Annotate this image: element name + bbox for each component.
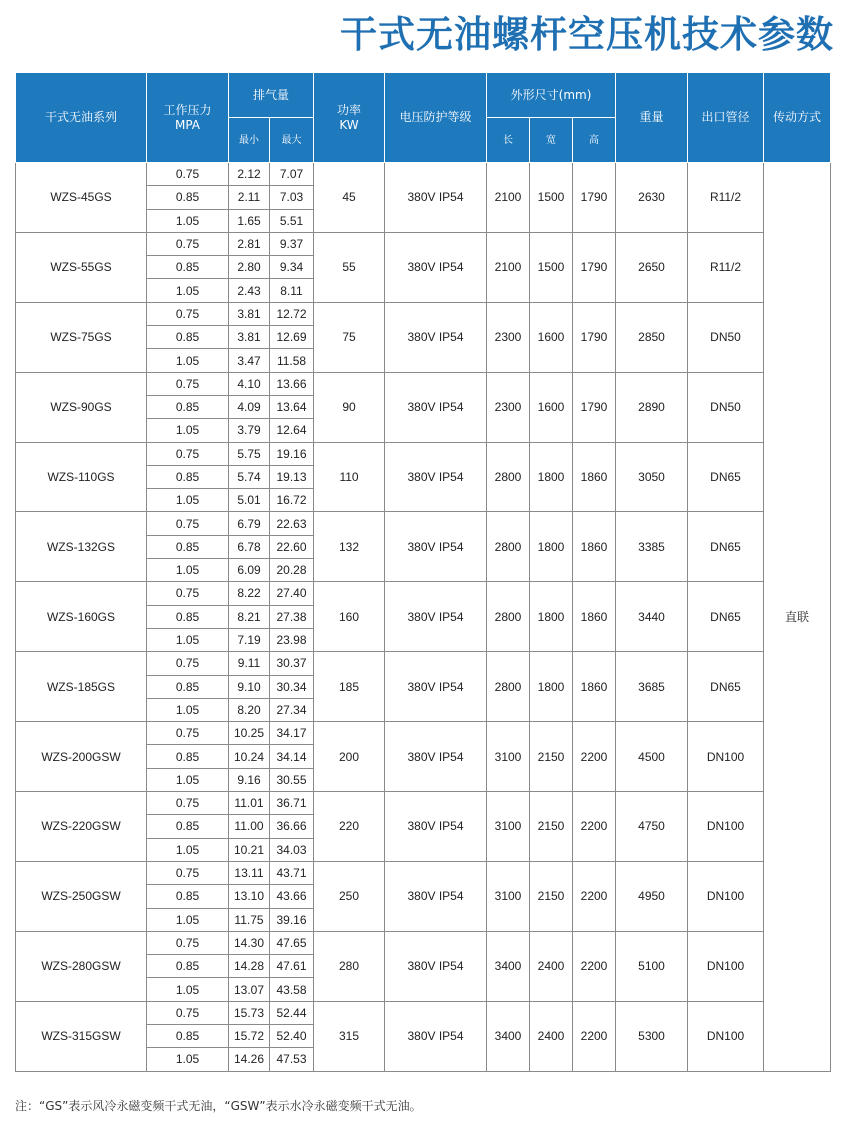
air-max-cell: 34.03 bbox=[270, 838, 314, 861]
pressure-cell: 0.75 bbox=[147, 163, 229, 186]
air-min-cell: 3.79 bbox=[229, 419, 270, 442]
power-cell: 45 bbox=[314, 163, 385, 233]
length-cell: 2800 bbox=[487, 582, 530, 652]
air-max-cell: 9.34 bbox=[270, 256, 314, 279]
pressure-cell: 0.75 bbox=[147, 372, 229, 395]
air-max-cell: 22.60 bbox=[270, 535, 314, 558]
air-max-cell: 27.40 bbox=[270, 582, 314, 605]
weight-cell: 2630 bbox=[616, 163, 688, 233]
table-row bbox=[16, 582, 831, 605]
outlet-cell: R11/2 bbox=[688, 163, 764, 233]
power-cell: 75 bbox=[314, 302, 385, 372]
height-cell: 2200 bbox=[573, 1001, 616, 1071]
height-cell: 1790 bbox=[573, 163, 616, 233]
power-cell: 90 bbox=[314, 372, 385, 442]
pressure-cell: 0.85 bbox=[147, 186, 229, 209]
model-cell: WZS-280GSW bbox=[16, 931, 147, 1001]
air-min-cell: 11.01 bbox=[229, 792, 270, 815]
length-cell: 3100 bbox=[487, 861, 530, 931]
air-max-cell: 52.44 bbox=[270, 1001, 314, 1024]
length-cell: 3400 bbox=[487, 931, 530, 1001]
power-cell: 160 bbox=[314, 582, 385, 652]
pressure-cell: 1.05 bbox=[147, 698, 229, 721]
pressure-cell: 0.75 bbox=[147, 652, 229, 675]
voltage-cell: 380V IP54 bbox=[385, 442, 487, 512]
header-air-min: 最小 bbox=[229, 118, 270, 163]
air-max-cell: 8.11 bbox=[270, 279, 314, 302]
width-cell: 1800 bbox=[530, 652, 573, 722]
outlet-cell: DN50 bbox=[688, 302, 764, 372]
outlet-cell: DN50 bbox=[688, 372, 764, 442]
air-max-cell: 43.66 bbox=[270, 885, 314, 908]
header-series: 干式无油系列 bbox=[16, 73, 147, 163]
air-min-cell: 1.65 bbox=[229, 209, 270, 232]
air-min-cell: 2.81 bbox=[229, 232, 270, 255]
pressure-cell: 1.05 bbox=[147, 559, 229, 582]
air-max-cell: 11.58 bbox=[270, 349, 314, 372]
air-min-cell: 14.30 bbox=[229, 931, 270, 954]
power-cell: 55 bbox=[314, 232, 385, 302]
pressure-cell: 0.75 bbox=[147, 931, 229, 954]
table-row bbox=[16, 792, 831, 815]
voltage-cell: 380V IP54 bbox=[385, 1001, 487, 1071]
air-min-cell: 3.47 bbox=[229, 349, 270, 372]
air-max-cell: 47.65 bbox=[270, 931, 314, 954]
height-cell: 1860 bbox=[573, 512, 616, 582]
pressure-cell: 0.75 bbox=[147, 722, 229, 745]
header-pressure: 工作压力 MPA bbox=[147, 73, 229, 163]
air-max-cell: 19.13 bbox=[270, 465, 314, 488]
weight-cell: 3050 bbox=[616, 442, 688, 512]
header-len: 长 bbox=[487, 118, 530, 163]
width-cell: 1500 bbox=[530, 163, 573, 233]
voltage-cell: 380V IP54 bbox=[385, 861, 487, 931]
power-cell: 132 bbox=[314, 512, 385, 582]
weight-cell: 5100 bbox=[616, 931, 688, 1001]
voltage-cell: 380V IP54 bbox=[385, 232, 487, 302]
outlet-cell: DN100 bbox=[688, 722, 764, 792]
pressure-cell: 1.05 bbox=[147, 908, 229, 931]
drive-cell: 直联 bbox=[764, 163, 831, 1072]
pressure-cell: 1.05 bbox=[147, 628, 229, 651]
header-wid: 宽 bbox=[530, 118, 573, 163]
weight-cell: 2850 bbox=[616, 302, 688, 372]
table-row bbox=[16, 372, 831, 395]
outlet-cell: DN100 bbox=[688, 931, 764, 1001]
air-max-cell: 34.14 bbox=[270, 745, 314, 768]
length-cell: 2300 bbox=[487, 302, 530, 372]
length-cell: 2100 bbox=[487, 232, 530, 302]
header-power: 功率 KW bbox=[314, 73, 385, 163]
air-min-cell: 10.25 bbox=[229, 722, 270, 745]
width-cell: 1800 bbox=[530, 442, 573, 512]
weight-cell: 4950 bbox=[616, 861, 688, 931]
air-max-cell: 12.69 bbox=[270, 326, 314, 349]
length-cell: 3100 bbox=[487, 792, 530, 862]
pressure-cell: 1.05 bbox=[147, 209, 229, 232]
height-cell: 1860 bbox=[573, 652, 616, 722]
air-min-cell: 15.73 bbox=[229, 1001, 270, 1024]
table-row bbox=[16, 722, 831, 745]
power-cell: 315 bbox=[314, 1001, 385, 1071]
table-row bbox=[16, 302, 831, 325]
model-cell: WZS-75GS bbox=[16, 302, 147, 372]
air-min-cell: 9.11 bbox=[229, 652, 270, 675]
header-dims: 外形尺寸(mm) bbox=[487, 73, 616, 118]
height-cell: 1790 bbox=[573, 302, 616, 372]
air-min-cell: 2.11 bbox=[229, 186, 270, 209]
header-weight: 重量 bbox=[616, 73, 688, 163]
air-max-cell: 5.51 bbox=[270, 209, 314, 232]
air-min-cell: 13.07 bbox=[229, 978, 270, 1001]
header-drive: 传动方式 bbox=[764, 73, 831, 163]
air-max-cell: 30.34 bbox=[270, 675, 314, 698]
air-max-cell: 23.98 bbox=[270, 628, 314, 651]
length-cell: 2800 bbox=[487, 512, 530, 582]
pressure-cell: 1.05 bbox=[147, 768, 229, 791]
model-cell: WZS-110GS bbox=[16, 442, 147, 512]
pressure-cell: 0.75 bbox=[147, 582, 229, 605]
air-min-cell: 10.21 bbox=[229, 838, 270, 861]
voltage-cell: 380V IP54 bbox=[385, 512, 487, 582]
air-min-cell: 4.10 bbox=[229, 372, 270, 395]
voltage-cell: 380V IP54 bbox=[385, 163, 487, 233]
pressure-cell: 0.75 bbox=[147, 442, 229, 465]
pressure-cell: 0.85 bbox=[147, 885, 229, 908]
pressure-cell: 0.75 bbox=[147, 1001, 229, 1024]
width-cell: 1600 bbox=[530, 302, 573, 372]
pressure-cell: 0.85 bbox=[147, 605, 229, 628]
width-cell: 2400 bbox=[530, 1001, 573, 1071]
voltage-cell: 380V IP54 bbox=[385, 652, 487, 722]
pressure-cell: 0.85 bbox=[147, 745, 229, 768]
height-cell: 1790 bbox=[573, 372, 616, 442]
weight-cell: 3685 bbox=[616, 652, 688, 722]
outlet-cell: DN100 bbox=[688, 861, 764, 931]
model-cell: WZS-55GS bbox=[16, 232, 147, 302]
air-max-cell: 22.63 bbox=[270, 512, 314, 535]
width-cell: 2150 bbox=[530, 722, 573, 792]
air-max-cell: 47.61 bbox=[270, 955, 314, 978]
air-max-cell: 12.64 bbox=[270, 419, 314, 442]
width-cell: 2150 bbox=[530, 792, 573, 862]
header-voltage: 电压防护等级 bbox=[385, 73, 487, 163]
outlet-cell: DN65 bbox=[688, 442, 764, 512]
air-min-cell: 8.20 bbox=[229, 698, 270, 721]
model-cell: WZS-132GS bbox=[16, 512, 147, 582]
air-min-cell: 2.43 bbox=[229, 279, 270, 302]
air-min-cell: 3.81 bbox=[229, 326, 270, 349]
pressure-cell: 1.05 bbox=[147, 349, 229, 372]
outlet-cell: DN100 bbox=[688, 1001, 764, 1071]
length-cell: 2100 bbox=[487, 163, 530, 233]
pressure-cell: 0.85 bbox=[147, 395, 229, 418]
model-cell: WZS-220GSW bbox=[16, 792, 147, 862]
air-max-cell: 47.53 bbox=[270, 1048, 314, 1071]
air-min-cell: 5.75 bbox=[229, 442, 270, 465]
air-min-cell: 6.78 bbox=[229, 535, 270, 558]
air-min-cell: 10.24 bbox=[229, 745, 270, 768]
pressure-cell: 0.85 bbox=[147, 256, 229, 279]
length-cell: 2800 bbox=[487, 442, 530, 512]
voltage-cell: 380V IP54 bbox=[385, 582, 487, 652]
power-cell: 110 bbox=[314, 442, 385, 512]
outlet-cell: R11/2 bbox=[688, 232, 764, 302]
model-cell: WZS-90GS bbox=[16, 372, 147, 442]
voltage-cell: 380V IP54 bbox=[385, 931, 487, 1001]
pressure-cell: 1.05 bbox=[147, 489, 229, 512]
weight-cell: 2890 bbox=[616, 372, 688, 442]
air-min-cell: 13.11 bbox=[229, 861, 270, 884]
header-hei: 高 bbox=[573, 118, 616, 163]
pressure-cell: 1.05 bbox=[147, 838, 229, 861]
air-min-cell: 8.22 bbox=[229, 582, 270, 605]
length-cell: 2300 bbox=[487, 372, 530, 442]
air-max-cell: 27.38 bbox=[270, 605, 314, 628]
air-max-cell: 39.16 bbox=[270, 908, 314, 931]
air-min-cell: 9.10 bbox=[229, 675, 270, 698]
air-min-cell: 4.09 bbox=[229, 395, 270, 418]
table-row bbox=[16, 512, 831, 535]
pressure-cell: 1.05 bbox=[147, 978, 229, 1001]
air-max-cell: 12.72 bbox=[270, 302, 314, 325]
air-max-cell: 13.64 bbox=[270, 395, 314, 418]
air-max-cell: 20.28 bbox=[270, 559, 314, 582]
pressure-cell: 0.75 bbox=[147, 232, 229, 255]
header-air: 排气量 bbox=[229, 73, 314, 118]
air-min-cell: 2.12 bbox=[229, 163, 270, 186]
weight-cell: 5300 bbox=[616, 1001, 688, 1071]
header-outlet: 出口管径 bbox=[688, 73, 764, 163]
air-min-cell: 3.81 bbox=[229, 302, 270, 325]
model-cell: WZS-250GSW bbox=[16, 861, 147, 931]
power-cell: 185 bbox=[314, 652, 385, 722]
pressure-cell: 0.85 bbox=[147, 815, 229, 838]
pressure-cell: 0.85 bbox=[147, 535, 229, 558]
pressure-cell: 0.75 bbox=[147, 512, 229, 535]
model-cell: WZS-160GS bbox=[16, 582, 147, 652]
length-cell: 2800 bbox=[487, 652, 530, 722]
air-max-cell: 36.66 bbox=[270, 815, 314, 838]
air-min-cell: 11.00 bbox=[229, 815, 270, 838]
pressure-cell: 0.75 bbox=[147, 792, 229, 815]
air-max-cell: 27.34 bbox=[270, 698, 314, 721]
outlet-cell: DN100 bbox=[688, 792, 764, 862]
air-max-cell: 43.58 bbox=[270, 978, 314, 1001]
outlet-cell: DN65 bbox=[688, 652, 764, 722]
pressure-cell: 0.85 bbox=[147, 465, 229, 488]
air-min-cell: 15.72 bbox=[229, 1024, 270, 1047]
pressure-cell: 1.05 bbox=[147, 419, 229, 442]
footnote: 注：“GS”表示风冷永磁变频干式无油，“GSW”表示水冷永磁变频干式无油。 bbox=[15, 1099, 422, 1113]
air-min-cell: 2.80 bbox=[229, 256, 270, 279]
air-max-cell: 9.37 bbox=[270, 232, 314, 255]
outlet-cell: DN65 bbox=[688, 512, 764, 582]
power-cell: 280 bbox=[314, 931, 385, 1001]
power-cell: 200 bbox=[314, 722, 385, 792]
height-cell: 2200 bbox=[573, 861, 616, 931]
air-min-cell: 7.19 bbox=[229, 628, 270, 651]
air-min-cell: 11.75 bbox=[229, 908, 270, 931]
width-cell: 1600 bbox=[530, 372, 573, 442]
model-cell: WZS-200GSW bbox=[16, 722, 147, 792]
air-min-cell: 9.16 bbox=[229, 768, 270, 791]
pressure-cell: 0.85 bbox=[147, 326, 229, 349]
width-cell: 1800 bbox=[530, 582, 573, 652]
width-cell: 2150 bbox=[530, 861, 573, 931]
table-row bbox=[16, 1001, 831, 1024]
pressure-cell: 0.85 bbox=[147, 675, 229, 698]
air-min-cell: 14.26 bbox=[229, 1048, 270, 1071]
length-cell: 3400 bbox=[487, 1001, 530, 1071]
power-cell: 220 bbox=[314, 792, 385, 862]
weight-cell: 2650 bbox=[616, 232, 688, 302]
height-cell: 2200 bbox=[573, 792, 616, 862]
height-cell: 2200 bbox=[573, 722, 616, 792]
power-cell: 250 bbox=[314, 861, 385, 931]
air-max-cell: 16.72 bbox=[270, 489, 314, 512]
weight-cell: 3385 bbox=[616, 512, 688, 582]
table-row bbox=[16, 652, 831, 675]
height-cell: 2200 bbox=[573, 931, 616, 1001]
height-cell: 1790 bbox=[573, 232, 616, 302]
pressure-cell: 0.85 bbox=[147, 955, 229, 978]
air-min-cell: 14.28 bbox=[229, 955, 270, 978]
height-cell: 1860 bbox=[573, 582, 616, 652]
air-min-cell: 5.74 bbox=[229, 465, 270, 488]
table-row bbox=[16, 442, 831, 465]
model-cell: WZS-185GS bbox=[16, 652, 147, 722]
page-title: 干式无油螺杆空压机技术参数 bbox=[340, 13, 834, 56]
width-cell: 1500 bbox=[530, 232, 573, 302]
air-min-cell: 6.09 bbox=[229, 559, 270, 582]
width-cell: 2400 bbox=[530, 931, 573, 1001]
voltage-cell: 380V IP54 bbox=[385, 792, 487, 862]
air-min-cell: 8.21 bbox=[229, 605, 270, 628]
air-max-cell: 52.40 bbox=[270, 1024, 314, 1047]
model-cell: WZS-45GS bbox=[16, 163, 147, 233]
air-max-cell: 13.66 bbox=[270, 372, 314, 395]
model-cell: WZS-315GSW bbox=[16, 1001, 147, 1071]
pressure-cell: 0.85 bbox=[147, 1024, 229, 1047]
air-max-cell: 19.16 bbox=[270, 442, 314, 465]
height-cell: 1860 bbox=[573, 442, 616, 512]
air-max-cell: 36.71 bbox=[270, 792, 314, 815]
table-row bbox=[16, 861, 831, 884]
air-max-cell: 34.17 bbox=[270, 722, 314, 745]
air-max-cell: 7.07 bbox=[270, 163, 314, 186]
air-min-cell: 5.01 bbox=[229, 489, 270, 512]
weight-cell: 4500 bbox=[616, 722, 688, 792]
pressure-cell: 0.75 bbox=[147, 302, 229, 325]
pressure-cell: 1.05 bbox=[147, 279, 229, 302]
air-max-cell: 30.55 bbox=[270, 768, 314, 791]
air-max-cell: 43.71 bbox=[270, 861, 314, 884]
width-cell: 1800 bbox=[530, 512, 573, 582]
air-min-cell: 6.79 bbox=[229, 512, 270, 535]
air-max-cell: 7.03 bbox=[270, 186, 314, 209]
air-max-cell: 30.37 bbox=[270, 652, 314, 675]
voltage-cell: 380V IP54 bbox=[385, 722, 487, 792]
voltage-cell: 380V IP54 bbox=[385, 302, 487, 372]
pressure-cell: 0.75 bbox=[147, 861, 229, 884]
table-row bbox=[16, 931, 831, 954]
pressure-cell: 1.05 bbox=[147, 1048, 229, 1071]
weight-cell: 3440 bbox=[616, 582, 688, 652]
air-min-cell: 13.10 bbox=[229, 885, 270, 908]
outlet-cell: DN65 bbox=[688, 582, 764, 652]
spec-table bbox=[15, 72, 831, 1072]
voltage-cell: 380V IP54 bbox=[385, 372, 487, 442]
length-cell: 3100 bbox=[487, 722, 530, 792]
header-air-max: 最大 bbox=[270, 118, 314, 163]
weight-cell: 4750 bbox=[616, 792, 688, 862]
table-row bbox=[16, 163, 831, 186]
table-row bbox=[16, 232, 831, 255]
